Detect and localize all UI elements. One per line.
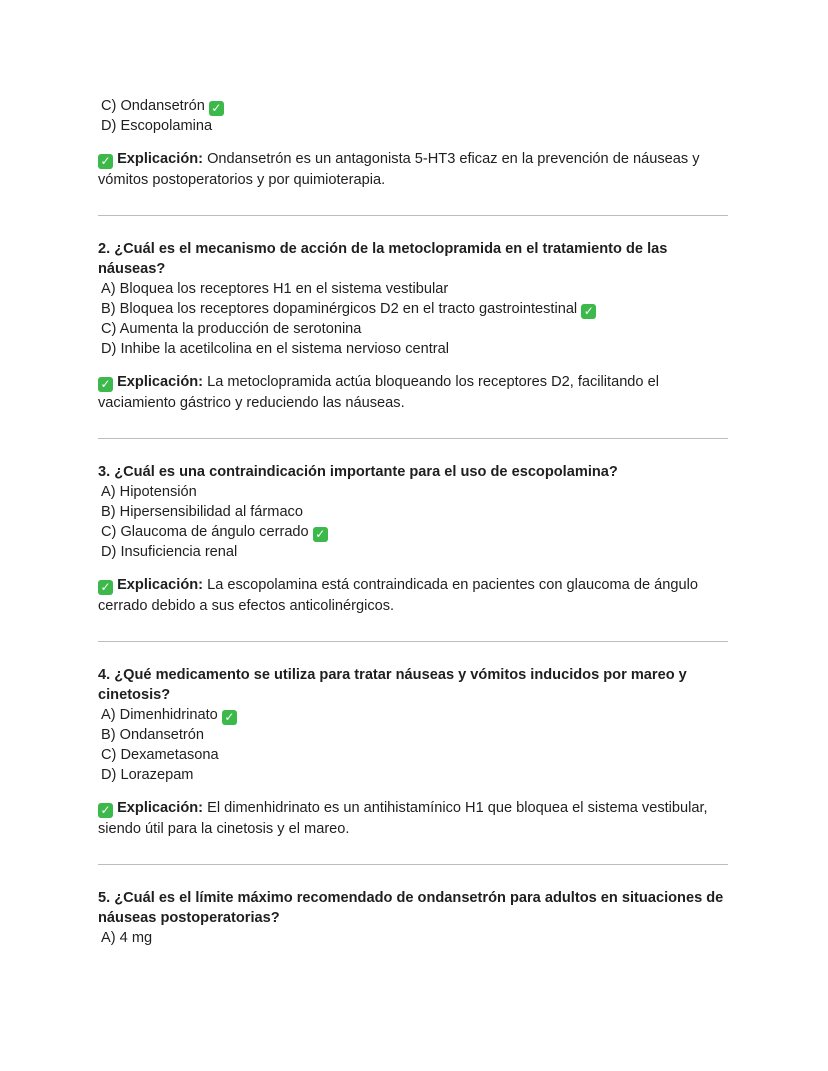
explanation-label: Explicación: xyxy=(117,374,204,390)
explanation-text: La metoclopramida actúa bloqueando los receptores D2, facilitando el vaciamiento gástrico y reduciendo las náuseas. xyxy=(98,374,659,411)
question-block-4 xyxy=(98,665,728,865)
question-block-1 xyxy=(98,96,728,216)
explanation xyxy=(98,372,728,414)
answer-option: B) Ondansetrón xyxy=(101,727,205,743)
check-mark-icon: ✓ xyxy=(98,154,113,169)
answer-option: C) Dexametasona xyxy=(101,747,219,763)
answer-option: B) Hipersensibilidad al fármaco xyxy=(101,504,303,520)
question-block-2 xyxy=(98,239,728,439)
explanation-text: El dimenhidrinato es un antihistamínico H1 que bloquea el sistema vestibular, siendo útil para la cinetosis y el mareo. xyxy=(98,800,708,837)
answer-option: D) Inhibe la acetilcolina en el sistema nervioso central xyxy=(101,341,449,357)
check-mark-icon: ✓ xyxy=(209,101,224,116)
check-mark-icon: ✓ xyxy=(98,377,113,392)
explanation xyxy=(98,798,728,840)
check-mark-icon: ✓ xyxy=(222,710,237,725)
divider xyxy=(98,215,728,216)
answer-option: A) 4 mg xyxy=(101,930,153,946)
explanation-text: La escopolamina está contraindicada en pacientes con glaucoma de ángulo cerrado debido a sus efectos anticolinérgicos. xyxy=(98,577,698,614)
divider xyxy=(98,641,728,642)
explanation-text: Ondansetrón es un antagonista 5-HT3 eficaz en la prevención de náuseas y vómitos postoperatorios y por quimioterapia. xyxy=(98,151,700,188)
question-block-3 xyxy=(98,462,728,642)
answer-option: A) Hipotensión xyxy=(101,484,197,500)
check-mark-icon: ✓ xyxy=(313,527,328,542)
divider xyxy=(98,864,728,865)
question-title: 3. ¿Cuál es una contraindicación importante para el uso de escopolamina? xyxy=(98,464,618,480)
answer-option: B) Bloquea los receptores dopaminérgicos D2 en el tracto gastrointestinal ✓ xyxy=(98,299,728,319)
answer-option: C) Aumenta la producción de serotonina xyxy=(101,321,362,337)
answer-option: A) Dimenhidrinato ✓ xyxy=(98,705,728,725)
question-title: 4. ¿Qué medicamento se utiliza para tratar náuseas y vómitos inducidos por mareo y cinetosis? xyxy=(98,667,687,703)
answer-option: D) Lorazepam xyxy=(101,767,194,783)
explanation-label: Explicación: xyxy=(117,151,204,167)
check-mark-icon: ✓ xyxy=(581,304,596,319)
check-mark-icon: ✓ xyxy=(98,580,113,595)
answer-option: A) Bloquea los receptores H1 en el sistema vestibular xyxy=(101,281,449,297)
explanation xyxy=(98,149,728,191)
answer-option: D) Escopolamina xyxy=(101,118,213,134)
answer-option: C) Glaucoma de ángulo cerrado ✓ xyxy=(98,522,728,542)
answer-option: D) Insuficiencia renal xyxy=(101,544,238,560)
question-title: 5. ¿Cuál es el límite máximo recomendado de ondansetrón para adultos en situaciones de náuseas postoperatorias? xyxy=(98,890,724,926)
check-mark-icon: ✓ xyxy=(98,803,113,818)
answer-option: C) Ondansetrón ✓ xyxy=(98,96,728,116)
document-page xyxy=(98,96,728,948)
explanation xyxy=(98,575,728,617)
question-title: 2. ¿Cuál es el mecanismo de acción de la metoclopramida en el tratamiento de las náuseas? xyxy=(98,241,668,277)
divider xyxy=(98,438,728,439)
explanation-label: Explicación: xyxy=(117,800,204,816)
question-block-5 xyxy=(98,888,728,948)
explanation-label: Explicación: xyxy=(117,577,204,593)
